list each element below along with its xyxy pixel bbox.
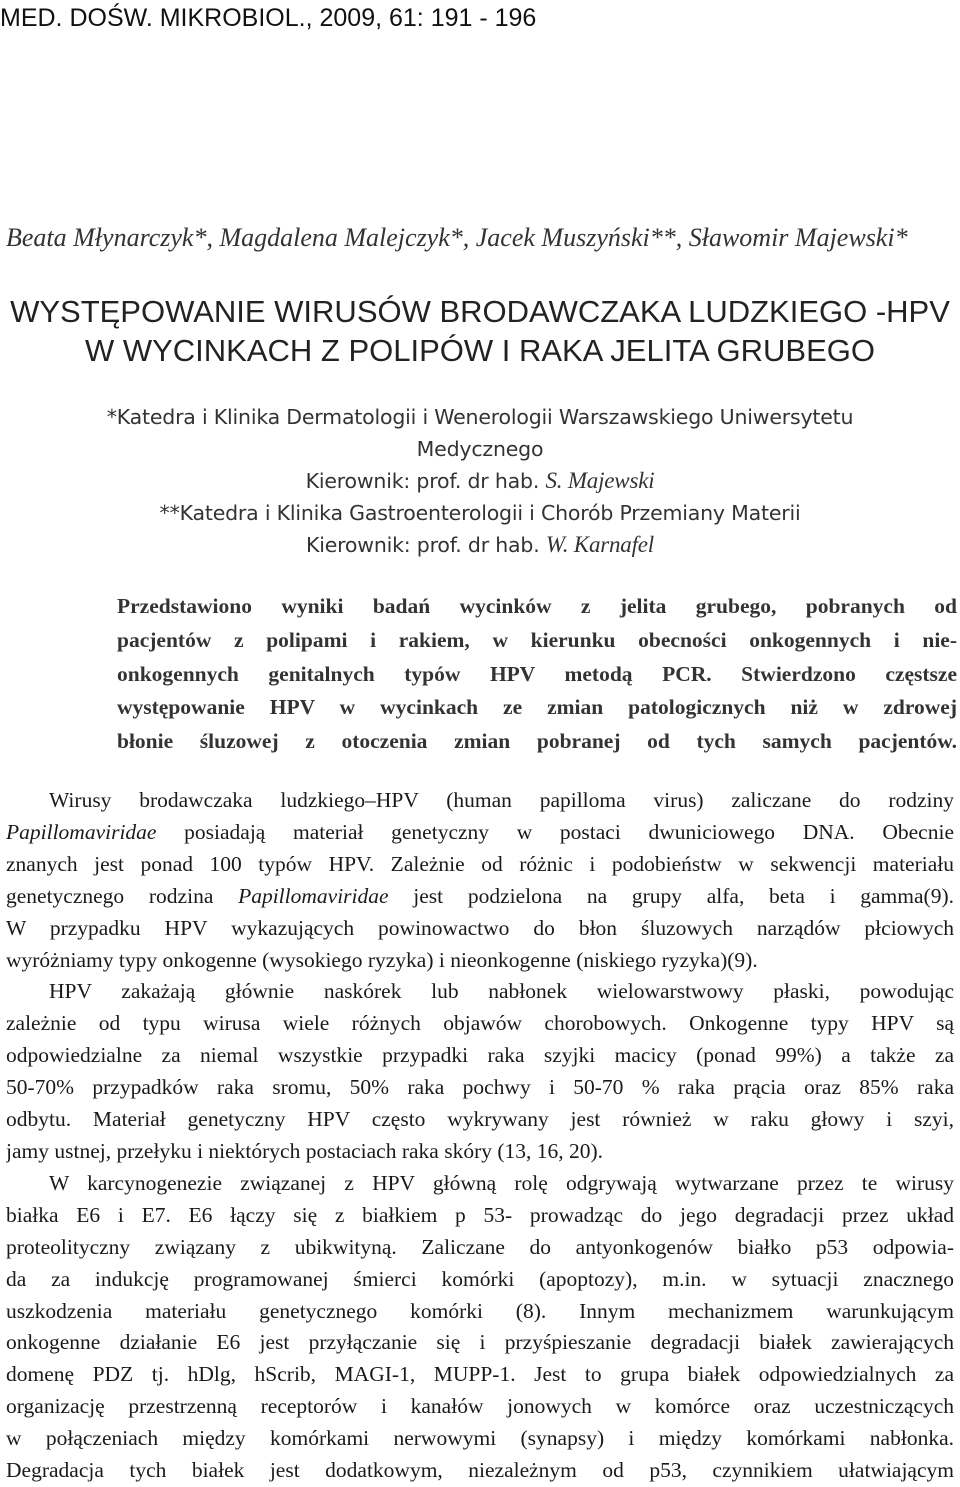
body-line: 50-70% przypadków raka sromu, 50% raka pochwy i 50-70 % raka prącia oraz 85% raka bbox=[6, 1075, 954, 1100]
italic-term: Papillomaviridae bbox=[6, 819, 157, 844]
abstract-line: pacjentów z polipami i rakiem, w kierunku obecności onkogennych i nie- bbox=[117, 627, 957, 652]
head-label: Kierownik: prof. dr hab. bbox=[305, 469, 546, 494]
italic-term: Papillomaviridae bbox=[238, 883, 389, 908]
body-line: uszkodzenia materiału genetycznego komórki (8). Innym mechanizmem warunkującym bbox=[6, 1298, 954, 1323]
affiliation-2: **Katedra i Klinika Gastroenterologii i Chorób Przemiany Materii bbox=[159, 500, 801, 525]
article-title bbox=[0, 292, 960, 370]
body-line: onkogenne działanie E6 jest przyłączanie się i przyśpieszanie degradacji białek zawierających bbox=[6, 1330, 954, 1355]
abstract-line: występowanie HPV w wycinkach ze zmian patologicznych niż w zdrowej bbox=[117, 695, 957, 720]
abstract-line: błonie śluzowej z otoczenia zmian pobranej od tych samych pacjentów. bbox=[117, 729, 957, 754]
body-line: da za indukcję programowanej śmierci komórki (apoptozy), m.in. w sytuacji znacznego bbox=[6, 1266, 954, 1291]
body-segment: jest podzielona na grupy alfa, beta i gamma(9). bbox=[388, 883, 954, 908]
body-line: w połączeniach między komórkami nerwowymi (synapsy) i między komórkami nabłonka. bbox=[6, 1426, 954, 1451]
affiliations bbox=[0, 402, 960, 562]
abstract-line: Przedstawiono wyniki badań wycinków z jelita grubego, pobranych od bbox=[117, 594, 957, 618]
title-line-1: WYSTĘPOWANIE WIRUSÓW BRODAWCZAKA LUDZKIEGO -HPV bbox=[10, 294, 950, 329]
body-line: zależnie od typu wirusa wiele różnych objawów chorobowych. Onkogenne typy HPV są bbox=[6, 1011, 954, 1036]
body-line: W karcynogenezie związanej z HPV główną rolę odgrywają wytwarzane przez te wirusy bbox=[49, 1170, 954, 1195]
affiliation-1-cont: Medycznego bbox=[416, 436, 544, 461]
body-text bbox=[6, 785, 954, 1487]
body-line: Wirusy brodawczaka ludzkiego–HPV (human papilloma virus) zaliczane do rodziny bbox=[49, 788, 954, 812]
body-segment: genetycznego rodzina bbox=[6, 883, 239, 908]
body-line: HPV zakażają głównie naskórek lub nabłonek wielowarstwowy płaski, powodując bbox=[49, 979, 954, 1004]
body-line: proteolityczny związany z ubikwityną. Zaliczane do antyonkogenów białko p53 odpowia- bbox=[6, 1234, 954, 1259]
body-line: wyróżniamy typy onkogenne (wysokiego ryzyka) i nieonkogenne (niskiego ryzyka)(9). bbox=[6, 947, 758, 972]
body-line: odbytu. Materiał genetyczny HPV często wykrywany jest również w raku głowy i szyi, bbox=[6, 1107, 954, 1132]
journal-reference: MED. DOŚW. MIKROBIOL., 2009, 61: 191 - 196 bbox=[0, 4, 537, 32]
body-line: Degradacja tych białek jest dodatkowym, niezależnym od p53, czynnikiem ułatwiającym bbox=[6, 1458, 954, 1483]
abstract bbox=[117, 590, 957, 759]
head-label: Kierownik: prof. dr hab. bbox=[305, 533, 546, 558]
body-line bbox=[6, 817, 954, 849]
body-line: domenę PDZ tj. hDlg, hScrib, MAGI-1, MUPP-1. Jest to grupa białek odpowiedzialnych za bbox=[6, 1362, 954, 1387]
head-of-department-1 bbox=[0, 465, 960, 498]
abstract-line: onkogennych genitalnych typów HPV metodą PCR. Stwierdzono częstsze bbox=[117, 661, 957, 686]
head-name: W. Karnafel bbox=[545, 532, 654, 558]
body-line bbox=[6, 881, 954, 913]
title-line-2: W WYCINKACH Z POLIPÓW I RAKA JELITA GRUBEGO bbox=[84, 333, 876, 368]
head-name: S. Majewski bbox=[545, 468, 655, 494]
body-line: W przypadku HPV wykazujących powinowactwo do błon śluzowych narządów płciowych bbox=[6, 915, 954, 940]
body-line: odpowiedzialne za niemal wszystkie przypadki raka szyjki macicy (ponad 99%) a także za bbox=[6, 1043, 954, 1068]
body-segment: posiadają materiał genetyczny w postaci dwuniciowego DNA. Obecnie bbox=[156, 819, 954, 844]
body-line: jamy ustnej, przełyku i niektórych postaciach raka skóry (13, 16, 20). bbox=[6, 1138, 604, 1163]
body-line: znanych jest ponad 100 typów HPV. Zależnie od różnic i podobieństw w sekwencji materiału bbox=[6, 851, 954, 876]
body-line: białka E6 i E7. E6 łączy się z białkiem p 53- prowadząc do jego degradacji przez układ bbox=[6, 1202, 954, 1227]
head-of-department-2 bbox=[0, 529, 960, 562]
author-list: Beata Młynarczyk*, Magdalena Malejczyk*, Jacek Muszyński**, Sławomir Majewski* bbox=[6, 223, 908, 252]
affiliation-1: *Katedra i Klinika Dermatologii i Wenerologii Warszawskiego Uniwersytetu bbox=[106, 405, 854, 429]
body-line: organizację przestrzenną receptorów i kanałów jonowych w komórce oraz uczestniczących bbox=[6, 1394, 954, 1419]
